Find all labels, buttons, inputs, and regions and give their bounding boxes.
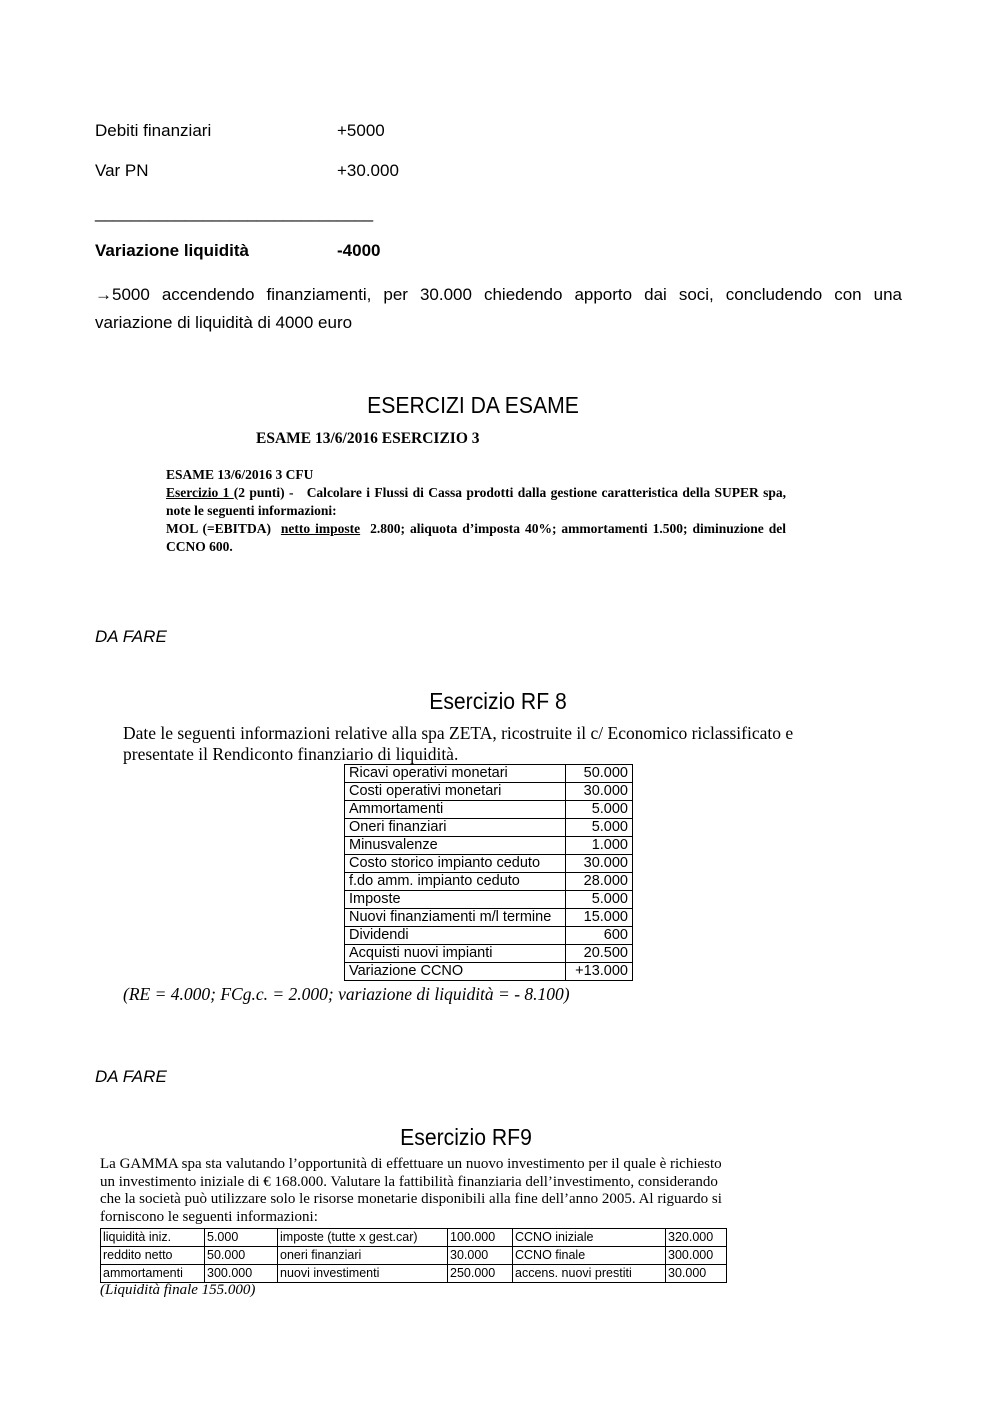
rf9-intro: La GAMMA spa sta valutando l’opportunità di effettuare un nuovo investimento per il quale è richiesto un investimento iniziale di € 168.000. Valutare la fattibilità finanziaria dell’investimento, considerando che la società può utilizzare solo le risorse monetarie disponibili alla fine dell’anno 2005. Al riguardo si forniscono le seguenti informazioni: xyxy=(100,1156,722,1225)
table-row xyxy=(345,837,633,855)
table-row xyxy=(345,783,633,801)
rf8-table xyxy=(344,764,633,981)
rf8-value: 1.000 xyxy=(566,837,633,855)
rf8-result: (RE = 4.000; FCg.c. = 2.000; variazione di liquidità = - 8.100) xyxy=(123,984,570,1004)
rf8-value: 600 xyxy=(566,927,633,945)
rf8-value: 5.000 xyxy=(566,891,633,909)
rf9-cell: liquidità iniz. xyxy=(101,1229,205,1247)
rf9-cell: 30.000 xyxy=(666,1265,727,1283)
rf8-title: Esercizio RF 8 xyxy=(429,688,567,714)
table-row xyxy=(345,855,633,873)
table-row xyxy=(345,891,633,909)
table-row xyxy=(345,927,633,945)
flow-label: Var PN xyxy=(95,161,149,180)
rf9-cell: oneri finanziari xyxy=(278,1247,448,1265)
rf9-cell: accens. nuovi prestiti xyxy=(513,1265,666,1283)
table-row xyxy=(345,909,633,927)
exam-subheading: ESAME 13/6/2016 ESERCIZIO 3 xyxy=(256,430,480,447)
rf9-cell: 300.000 xyxy=(666,1247,727,1265)
rf8-value: 30.000 xyxy=(566,783,633,801)
flow-value-debiti: +5000 xyxy=(337,121,385,140)
exam-mol-post: 2.800; aliquota d’imposta 40%; ammortamenti 1.500; diminuzione del CCNO 600. xyxy=(166,521,786,554)
table-row xyxy=(101,1229,727,1247)
table-row xyxy=(345,819,633,837)
rf8-value: 20.500 xyxy=(566,945,633,963)
rf9-cell: 100.000 xyxy=(448,1229,513,1247)
flow-row-debiti xyxy=(95,121,211,141)
rf8-value: 5.000 xyxy=(566,801,633,819)
rf8-value: 5.000 xyxy=(566,819,633,837)
rf8-label: Dividendi xyxy=(345,927,566,945)
rf9-table xyxy=(100,1228,727,1283)
exam-text-block xyxy=(166,466,786,556)
flow-row-varpn xyxy=(95,161,149,181)
table-row xyxy=(345,873,633,891)
table-row xyxy=(345,945,633,963)
rf8-label: Ricavi operativi monetari xyxy=(345,765,566,783)
total-value: -4000 xyxy=(337,241,381,260)
rf9-cell: reddito netto xyxy=(101,1247,205,1265)
table-row xyxy=(345,963,633,981)
rf8-label: Acquisti nuovi impianti xyxy=(345,945,566,963)
rf8-label: Variazione CCNO xyxy=(345,963,566,981)
rf8-value: 28.000 xyxy=(566,873,633,891)
rf9-cell: ammortamenti xyxy=(101,1265,205,1283)
rf8-label: f.do amm. impianto ceduto xyxy=(345,873,566,891)
exam-heading: ESERCIZI DA ESAME xyxy=(367,392,579,418)
rf8-label: Oneri finanziari xyxy=(345,819,566,837)
rf9-cell: 5.000 xyxy=(205,1229,278,1247)
rf8-label: Costi operativi monetari xyxy=(345,783,566,801)
todo-label-1: DA FARE xyxy=(95,627,167,646)
rf8-label: Costo storico impianto ceduto xyxy=(345,855,566,873)
table-row xyxy=(345,801,633,819)
rf9-cell: imposte (tutte x gest.car) xyxy=(278,1229,448,1247)
rf8-label: Nuovi finanziamenti m/l termine xyxy=(345,909,566,927)
todo-label-2: DA FARE xyxy=(95,1067,167,1086)
total-label: Variazione liquidità xyxy=(95,241,249,260)
exam-ex-label: Esercizio 1 xyxy=(166,485,234,500)
exam-mol-pre: MOL (=EBITDA) xyxy=(166,521,271,536)
rf9-result: (Liquidità finale 155.000) xyxy=(100,1282,256,1298)
divider-line: _______________________________ xyxy=(95,203,373,222)
rf9-title: Esercizio RF9 xyxy=(400,1124,532,1150)
rf8-value: +13.000 xyxy=(566,963,633,981)
rf9-cell: 320.000 xyxy=(666,1229,727,1247)
exam-ex-points: (2 punti) - xyxy=(233,485,294,500)
exam-ex-text: Calcolare i Flussi di Cassa prodotti dalla gestione caratteristica della SUPER spa, note le seguenti informazioni: xyxy=(166,485,787,518)
rf9-cell: nuovi investimenti xyxy=(278,1265,448,1283)
exam-mol-text xyxy=(166,520,786,556)
rf8-label: Ammortamenti xyxy=(345,801,566,819)
rf9-cell: 300.000 xyxy=(205,1265,278,1283)
rf8-value: 30.000 xyxy=(566,855,633,873)
exam-line1: ESAME 13/6/2016 3 CFU xyxy=(166,467,314,482)
table-row xyxy=(101,1265,727,1283)
comment-paragraph: →5000 accendendo finanziamenti, per 30.000 chiedendo apporto dai soci, concludendo con una variazione di liquidità di 4000 euro xyxy=(95,285,902,332)
rf8-label: Minusvalenze xyxy=(345,837,566,855)
rf9-cell: CCNO iniziale xyxy=(513,1229,666,1247)
rf8-value: 15.000 xyxy=(566,909,633,927)
rf9-cell: 50.000 xyxy=(205,1247,278,1265)
exam-exercise-text xyxy=(166,484,786,520)
table-row xyxy=(101,1247,727,1265)
rf8-value: 50.000 xyxy=(566,765,633,783)
rf9-cell: CCNO finale xyxy=(513,1247,666,1265)
rf8-label: Imposte xyxy=(345,891,566,909)
table-row xyxy=(345,765,633,783)
rf9-cell: 30.000 xyxy=(448,1247,513,1265)
rf9-cell: 250.000 xyxy=(448,1265,513,1283)
exam-mol-underlined: netto imposte xyxy=(280,521,361,536)
rf8-intro: Date le seguenti informazioni relative alla spa ZETA, ricostruite il c/ Economico riclassificato e presentate il Rendiconto finanziario di liquidità. xyxy=(123,723,794,764)
flow-value-varpn: +30.000 xyxy=(337,161,399,180)
flow-label: Debiti finanziari xyxy=(95,121,212,140)
